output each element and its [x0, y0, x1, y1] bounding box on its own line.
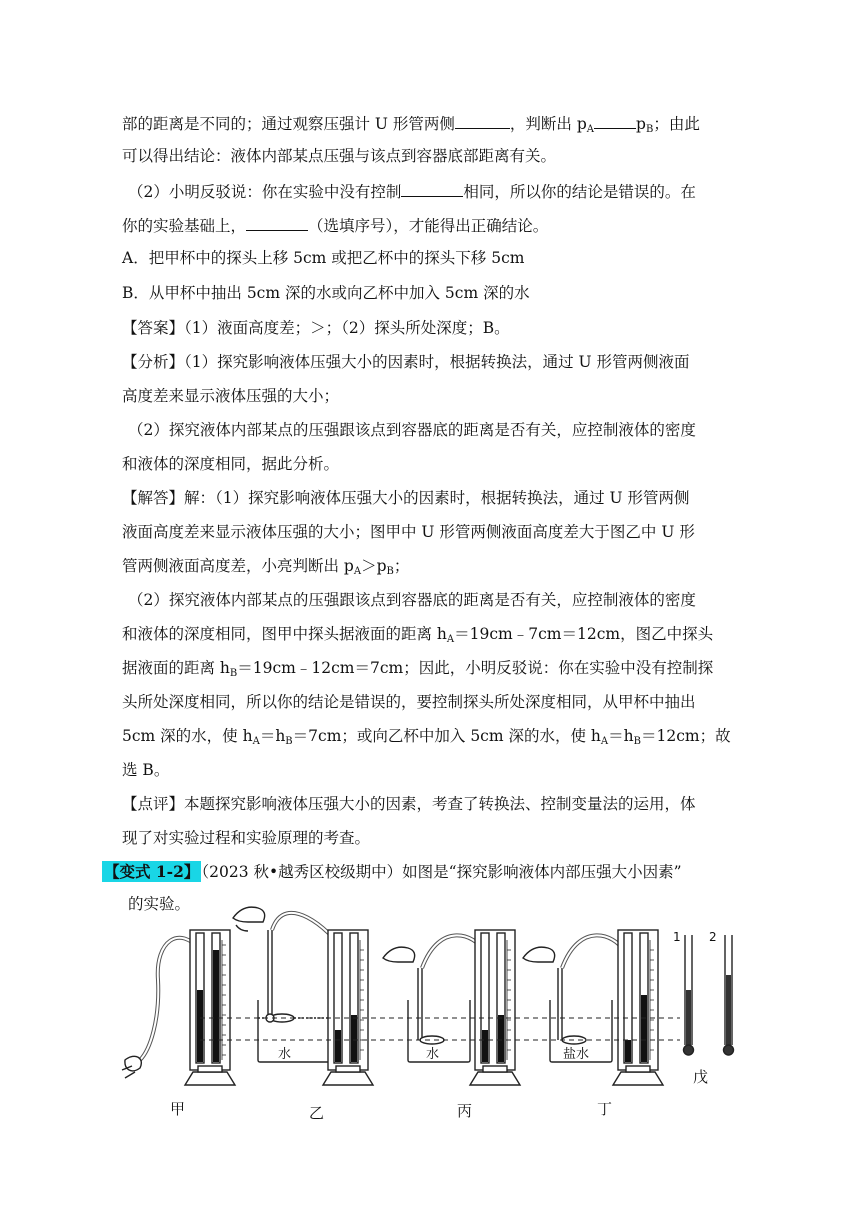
solution-line-8: 5cm 深的水，使 $h_A=h_B=7cm$；或向乙杯中加入 5cm 深的水，使 $h_A=h_B=12cm$；故	[122, 727, 731, 747]
liquid-label-yi: 水	[278, 1047, 292, 1062]
option-a: A．把甲杯中的探头上移 5cm 或把乙杯中的探头下移 5cm	[122, 249, 525, 267]
solution-line-4: （2）探究液体内部某点的压强跟该点到容器底的距离是否有关，应控制液体的密度	[128, 591, 696, 609]
solution-line-5: 和液体的深度相同，图甲中探头据液面的距离 $h_A=19cm﹣7cm=12cm$，图乙中探头	[122, 625, 714, 645]
figure-label-jia: 甲	[170, 1100, 186, 1118]
analysis-line-1: 【分析】（1）探究影响液体压强大小的因素时，根据转换法，通过 U 形管两侧液面	[122, 353, 690, 371]
option-b: B．从甲杯中抽出 5cm 深的水或向乙杯中加入 5cm 深的水	[122, 284, 530, 302]
liquid-label-bing: 水	[426, 1047, 440, 1062]
solution-line-6: 据液面的距离 $h_B=19cm﹣12cm=7cm$；因此，小明反驳说：你在实验中没有控制探	[122, 659, 714, 679]
analysis-line-4: 和液体的深度相同，据此分析。	[122, 455, 340, 473]
tube-number-1: 1	[673, 930, 681, 944]
analysis-line-3: （2）探究液体内部某点的压强跟该点到容器底的距离是否有关，应控制液体的密度	[128, 421, 696, 439]
apparatus-yi	[233, 907, 373, 1085]
analysis-line-2: 高度差来显示液体压强的大小；	[122, 387, 340, 405]
variant-heading: 【变式 1-2】 （2023 秋•越秀区校级期中）如图是“探究影响液体内部压强大小因素”	[104, 862, 682, 881]
apparatus-jia	[122, 930, 235, 1085]
reference-lines	[200, 1018, 680, 1040]
tube-number-2: 2	[709, 930, 717, 944]
variant-line-2: 的实验。	[128, 895, 191, 913]
tubes-wu	[684, 935, 734, 1055]
apparatus-bing	[383, 930, 520, 1085]
figure-label-yi: 乙	[309, 1104, 325, 1122]
figure-label-wu: 戊	[693, 1068, 709, 1086]
text-line-2: 可以得出结论：液体内部某点压强与该点到容器底部距离有关。	[122, 147, 557, 165]
solution-line-9: 选 B。	[122, 761, 170, 779]
blank-1	[455, 112, 510, 129]
blank-4	[246, 214, 308, 231]
comment-line-1: 【点评】本题探究影响液体压强大小的因素，考查了转换法、控制变量法的运用，体	[122, 795, 696, 813]
variant-tag: 【变式 1-2】	[104, 862, 200, 881]
answer-line: 【答案】（1）液面高度差；＞；（2）探头所处深度；B。	[122, 319, 510, 337]
solution-line-7: 头所处深度相同，所以你的结论是错误的，要控制探头所处深度相同，从甲杯中抽出	[122, 693, 696, 711]
text-line-4: 你的实验基础上， （选填序号），才能得出正确结论。	[122, 214, 760, 236]
text-line-3: （2）小明反驳说：你在实验中没有控制 相同，所以你的结论是错误的。在	[128, 180, 760, 202]
figure-label-bing: 丙	[457, 1102, 473, 1120]
solution-line-1: 【解答】解：（1）探究影响液体压强大小的因素时，根据转换法，通过 U 形管两侧	[122, 489, 690, 507]
text-line-1: 部的距离是不同的；通过观察压强计 U 形管两侧 ，判断出 $p_A$ $p_B$；由此	[122, 112, 760, 140]
figure-label-ding: 丁	[597, 1100, 613, 1118]
blank-2	[594, 112, 636, 129]
solution-line-2: 液面高度差来显示液体压强的大小；图甲中 U 形管两侧液面高度差大于图乙中 U 形	[122, 523, 695, 541]
comment-line-2: 现了对实验过程和实验原理的考查。	[122, 829, 371, 847]
liquid-label-ding: 盐水	[563, 1047, 590, 1062]
blank-3	[401, 180, 463, 197]
apparatus-ding	[523, 930, 663, 1085]
solution-line-3: 管两侧液面高度差，小亮判断出 $p_A>p_B$；	[122, 557, 410, 577]
